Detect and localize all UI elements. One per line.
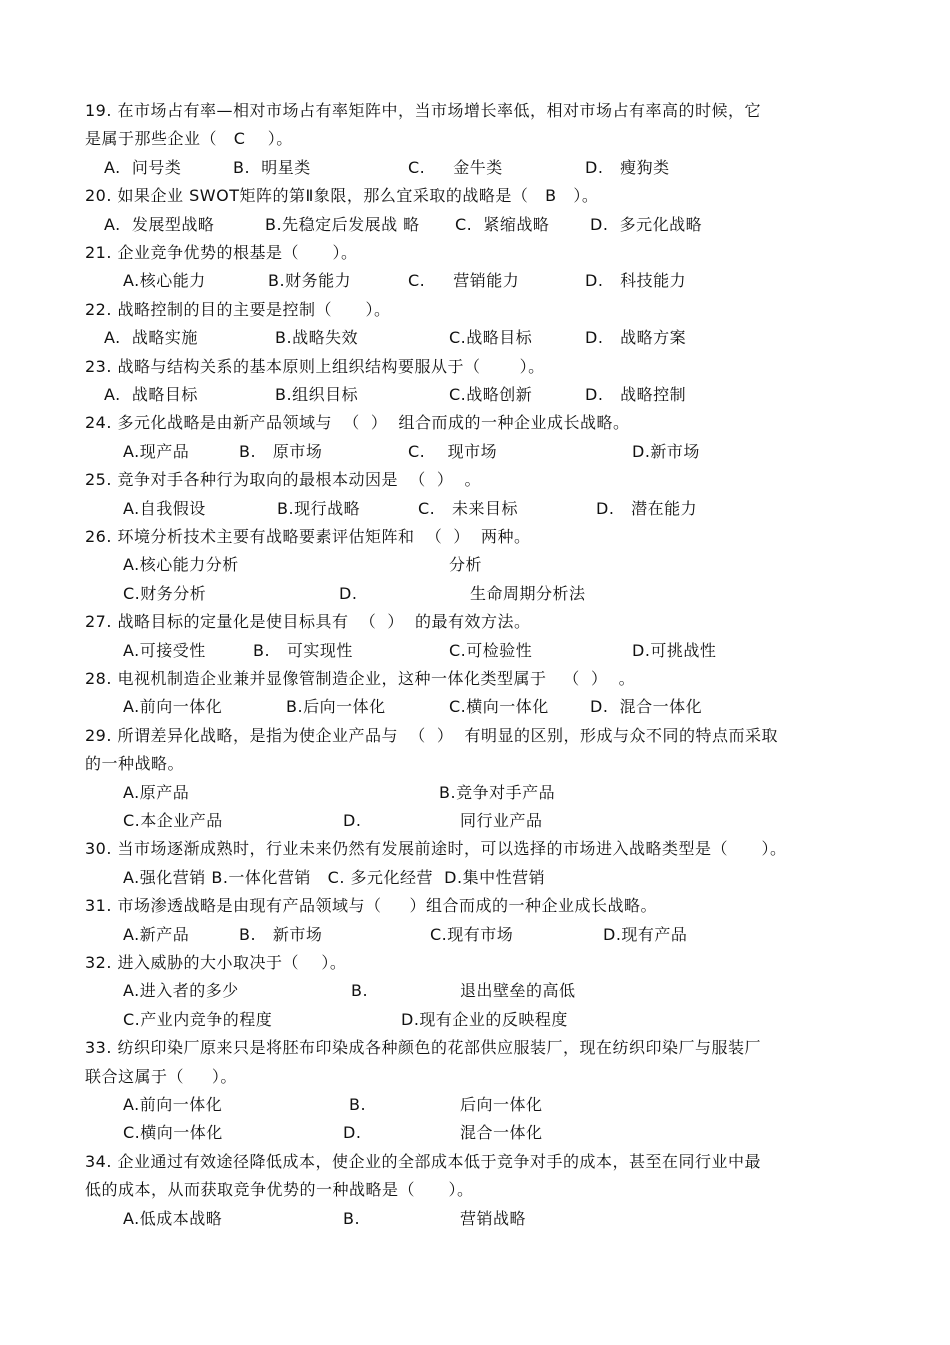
question-stem [85, 665, 635, 693]
question-number: 22. [85, 299, 112, 319]
answer-option: D. 科技能力 [585, 271, 687, 291]
question-stem [85, 466, 481, 494]
question-text: 进入威胁的大小取决于（ ）。 [111, 953, 347, 972]
question-text: 在市场占有率—相对市场占有率矩阵中，当市场增长率低，相对市场占有率高的时候，它 [111, 101, 762, 120]
answer-option: C.可检验性 [449, 640, 533, 660]
answer-option: B. 可实现性 [253, 640, 353, 660]
answer-option: C.横向一体化 [449, 697, 549, 717]
answer-option: D.新市场 [632, 441, 700, 461]
answer-option: C. 营销能力 [408, 271, 520, 291]
answer-option: A.原产品 [123, 782, 190, 802]
answer-option: A. 问号类 [104, 157, 182, 177]
answer-option: D. [343, 811, 362, 830]
answer-option: D. 多元化战略 [590, 214, 703, 234]
answer-option: D. 战略控制 [585, 385, 687, 404]
answer-option: A.前向一体化 [123, 1095, 223, 1114]
answer-option: B.组织目标 [275, 385, 359, 404]
question-text-continued: 联合这属于（ ）。 [85, 1066, 237, 1086]
answer-option: C.战略创新 [449, 385, 533, 404]
answer-option: C.现有市场 [430, 924, 514, 944]
answer-option: 营销战略 [460, 1208, 527, 1228]
answer-option: B. 新市场 [239, 924, 323, 944]
answer-option: D. 瘦狗类 [585, 157, 670, 177]
question-stem [85, 353, 545, 381]
answer-option: B. [343, 1208, 361, 1228]
question-text: 市场渗透战略是由现有产品领域与（ ）组合而成的一种企业成长战略。 [111, 896, 657, 916]
answer-option: A.新产品 [123, 924, 190, 944]
question-text: 所谓差异化战略，是指为使企业产品与 （ ） 有明显的区别，形成与众不同的特点而采取 [111, 725, 779, 745]
answer-option: D. [339, 583, 358, 603]
question-text: 战略与结构关系的基本原则上组织结构要服从于（ ）。 [111, 356, 545, 376]
answer-option: B. [351, 981, 369, 1001]
question-stem [85, 949, 346, 977]
question-number: 30. [85, 839, 112, 859]
answer-option: C.产业内竞争的程度 [123, 1009, 273, 1029]
question-text: 纺织印染厂原来只是将胚布印染成各种颜色的花部供应服装厂，现在纺织印染厂与服装厂 [111, 1038, 762, 1058]
question-stem [85, 97, 761, 125]
answer-option: C.战略目标 [449, 328, 533, 348]
answer-option: C.财务分析 [123, 583, 207, 603]
answer-option: D. [343, 1123, 362, 1143]
question-number: 24. [85, 413, 112, 433]
answer-option: D. 战略方案 [585, 328, 687, 348]
answer-option: D.现有产品 [603, 924, 688, 944]
answer-option: C. 紧缩战略 [455, 214, 550, 234]
answer-option: B.先稳定后发展战 略 [265, 214, 420, 234]
answer-option: D.可挑战性 [632, 640, 717, 660]
answer-option: 分析 [449, 555, 483, 575]
answer-option: A.自我假设 [123, 498, 206, 518]
answer-option: A.低成本战略 [123, 1208, 223, 1228]
answer-option: A. 发展型战略 [104, 214, 215, 234]
answer-option: B.现行战略 [277, 498, 361, 518]
question-number: 33. [85, 1038, 112, 1058]
question-number: 21. [85, 243, 112, 262]
answer-option: D.现有企业的反映程度 [401, 1009, 568, 1029]
answer-option: C. 金牛类 [408, 157, 503, 177]
question-number: 32. [85, 953, 112, 972]
answer-option: B.竞争对手产品 [439, 782, 556, 802]
question-number: 26. [85, 527, 112, 546]
question-text: 企业通过有效途径降低成本，使企业的全部成本低于竞争对手的成本，甚至在同行业中最 [111, 1151, 762, 1171]
question-number: 29. [85, 725, 112, 745]
question-stem [85, 523, 531, 551]
answer-option: D. 潜在能力 [596, 498, 698, 518]
answer-option: A.现产品 [123, 441, 190, 461]
question-text: 企业竞争优势的根基是（ ）。 [111, 243, 358, 262]
answer-option: A.进入者的多少 [123, 981, 239, 1001]
question-text: 环境分析技术主要有战略要素评估矩阵和 （ ） 两种。 [111, 527, 531, 546]
answer-option: A.可接受性 [123, 640, 206, 660]
question-stem [85, 409, 630, 437]
question-text: 战略控制的目的主要是控制（ ）。 [111, 299, 391, 319]
answer-option: B. 原市场 [239, 441, 323, 461]
question-number: 27. [85, 612, 112, 632]
question-stem [85, 722, 778, 750]
answer-option: A. 战略实施 [104, 328, 198, 348]
question-number: 19. [85, 101, 112, 120]
question-text-continued: 是属于那些企业（ C ）。 [85, 129, 293, 149]
answer-option: B.财务能力 [268, 271, 352, 291]
answer-option: C.本企业产品 [123, 811, 223, 830]
question-number: 20. [85, 186, 112, 206]
question-number: 34. [85, 1151, 112, 1171]
question-stem [85, 182, 598, 210]
answer-option: A.核心能力分析 [123, 555, 239, 575]
question-stem [85, 892, 657, 920]
answer-option: 同行业产品 [460, 811, 543, 830]
answer-option: 生命周期分析法 [470, 583, 586, 603]
answer-option: D. 混合一体化 [590, 697, 703, 717]
answer-option: A.强化营销 B.一体化营销 C. 多元化经营 D.集中性营销 [123, 867, 546, 887]
answer-option: B.战略失效 [275, 328, 359, 348]
question-text: 战略目标的定量化是使目标具有 （ ） 的最有效方法。 [111, 612, 531, 632]
question-text-continued: 的一种战略。 [85, 754, 185, 774]
question-text: 多元化战略是由新产品领域与 （ ） 组合而成的一种企业成长战略。 [111, 413, 630, 433]
question-text: 如果企业 SWOT矩阵的第Ⅱ象限，那么宜采取的战略是（ B ）。 [111, 186, 599, 206]
question-number: 23. [85, 356, 112, 376]
question-number: 28. [85, 669, 112, 688]
answer-option: C.横向一体化 [123, 1123, 223, 1143]
question-stem [85, 1148, 761, 1176]
question-stem [85, 296, 391, 324]
answer-option: C. 未来目标 [418, 498, 519, 518]
answer-option: B. 明星类 [233, 157, 311, 177]
question-number: 25. [85, 470, 112, 490]
question-stem [85, 608, 531, 636]
answer-option: B. [349, 1095, 367, 1114]
answer-option: 退出壁垒的高低 [460, 981, 576, 1001]
question-text-continued: 低的成本，从而获取竞争优势的一种战略是（ ）。 [85, 1180, 474, 1200]
question-text: 竞争对手各种行为取向的最根本动因是 （ ） 。 [111, 470, 482, 490]
answer-option: 混合一体化 [460, 1123, 543, 1143]
answer-option: A.前向一体化 [123, 697, 223, 717]
answer-option: 后向一体化 [460, 1095, 543, 1114]
answer-option: B.后向一体化 [286, 697, 386, 717]
question-stem [85, 239, 358, 267]
answer-option: A. 战略目标 [104, 385, 198, 404]
question-number: 31. [85, 896, 112, 916]
question-stem [85, 835, 787, 863]
answer-option: C. 现市场 [408, 441, 498, 461]
question-text: 电视机制造企业兼并显像管制造企业，这种一体化类型属于 （ ） 。 [111, 669, 636, 688]
question-text: 当市场逐渐成熟时，行业未来仍然有发展前途时，可以选择的市场进入战略类型是（ ）。 [111, 839, 787, 859]
answer-option: A.核心能力 [123, 271, 206, 291]
question-stem [85, 1034, 761, 1062]
